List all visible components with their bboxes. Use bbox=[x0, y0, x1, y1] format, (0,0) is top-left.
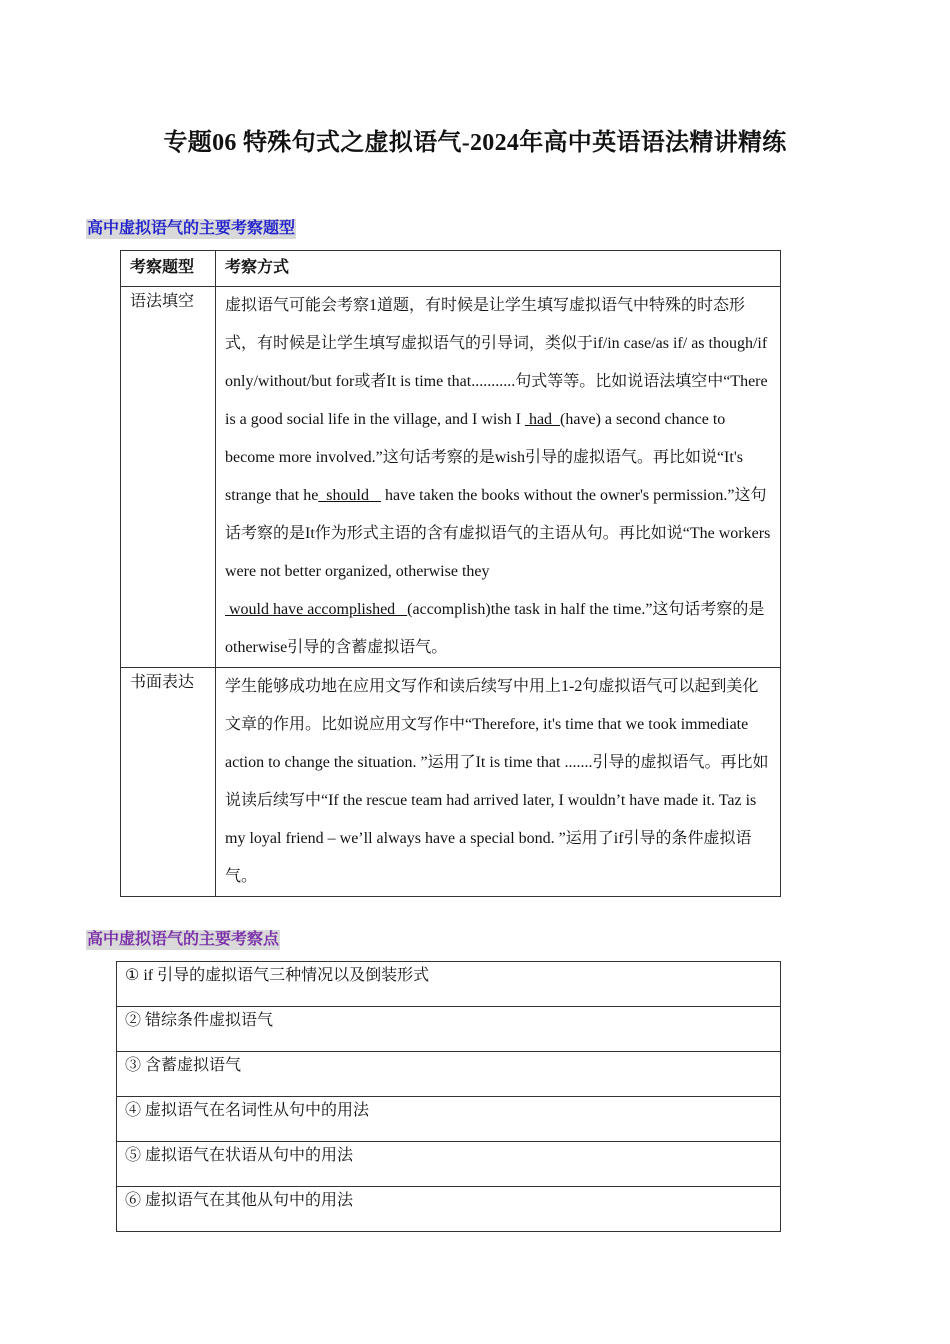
table-row bbox=[117, 1097, 781, 1142]
key-point-item: ⑥ 虚拟语气在其他从句中的用法 bbox=[117, 1187, 781, 1232]
key-point-item: ③ 含蓄虚拟语气 bbox=[117, 1052, 781, 1097]
answer-blank: would have accomplished bbox=[225, 601, 408, 618]
table-row bbox=[117, 962, 781, 1007]
table-row bbox=[121, 287, 781, 668]
header-cell-method: 考察方式 bbox=[216, 251, 781, 287]
header-cell-type: 考察题型 bbox=[121, 251, 216, 287]
method-text: 虚拟语气可能会考察1道题，有时候是让学生填写虚拟语气中特殊的时态形式，有时候是让学生填写虚拟语气的引导词，类似于if/in case/as if/ as though/if only/without/but for或者It is time that...........句式等等。比如说语法填空中“There is a good social life in the village, and I wish I bbox=[225, 297, 768, 428]
section-heading-key-points: 高中虚拟语气的主要考察点 bbox=[87, 931, 280, 948]
row-type-cell: 语法填空 bbox=[121, 287, 216, 668]
method-text: have taken the books without the owner's permission.”这句话考察的是It作为形式主语的含有虚拟语气的主语从句。再比如说“The workers were not better organized, otherwise they bbox=[225, 487, 771, 580]
key-point-item: ① if 引导的虚拟语气三种情况以及倒装形式 bbox=[117, 962, 781, 1007]
table-row bbox=[117, 1007, 781, 1052]
key-point-item: ⑤ 虚拟语气在状语从句中的用法 bbox=[117, 1142, 781, 1187]
method-text: (have) a second chance to become more involved.”这句话考察的是wish引导的虚拟语气。再比如说“It's strange that he bbox=[225, 411, 743, 504]
table-row bbox=[117, 1142, 781, 1187]
table-row bbox=[121, 668, 781, 897]
table-header-row bbox=[121, 251, 781, 287]
key-point-item: ④ 虚拟语气在名词性从句中的用法 bbox=[117, 1097, 781, 1142]
row-type-cell: 书面表达 bbox=[121, 668, 216, 897]
answer-blank: should bbox=[318, 487, 381, 504]
table-row bbox=[117, 1052, 781, 1097]
key-points-table bbox=[116, 961, 781, 1232]
answer-blank: had bbox=[524, 411, 561, 428]
key-point-item: ② 错综条件虚拟语气 bbox=[117, 1007, 781, 1052]
row-method-cell: 学生能够成功地在应用文写作和读后续写中用上1-2句虚拟语气可以起到美化文章的作用。比如说应用文写作中“Therefore, it's time that we took immediate action to change the situation. ”运用了It is time that .......引导的虚拟语气。再比如说读后续写中“If the rescue team had arrived later, I wouldn’t have made it. Taz is my loyal friend – we’ll always have a special bond. ”运用了if引导的条件虚拟语气。 bbox=[216, 668, 781, 897]
table-row bbox=[117, 1187, 781, 1232]
row-method-cell bbox=[216, 287, 781, 668]
question-types-table bbox=[120, 250, 781, 897]
section-heading-question-types: 高中虚拟语气的主要考察题型 bbox=[87, 220, 296, 237]
method-text: (accomplish)the task in half the time.”这句话考察的是otherwise引导的含蓄虚拟语气。 bbox=[225, 601, 765, 656]
page-title: 专题06 特殊句式之虚拟语气-2024年高中英语语法精讲精练 bbox=[163, 130, 787, 156]
